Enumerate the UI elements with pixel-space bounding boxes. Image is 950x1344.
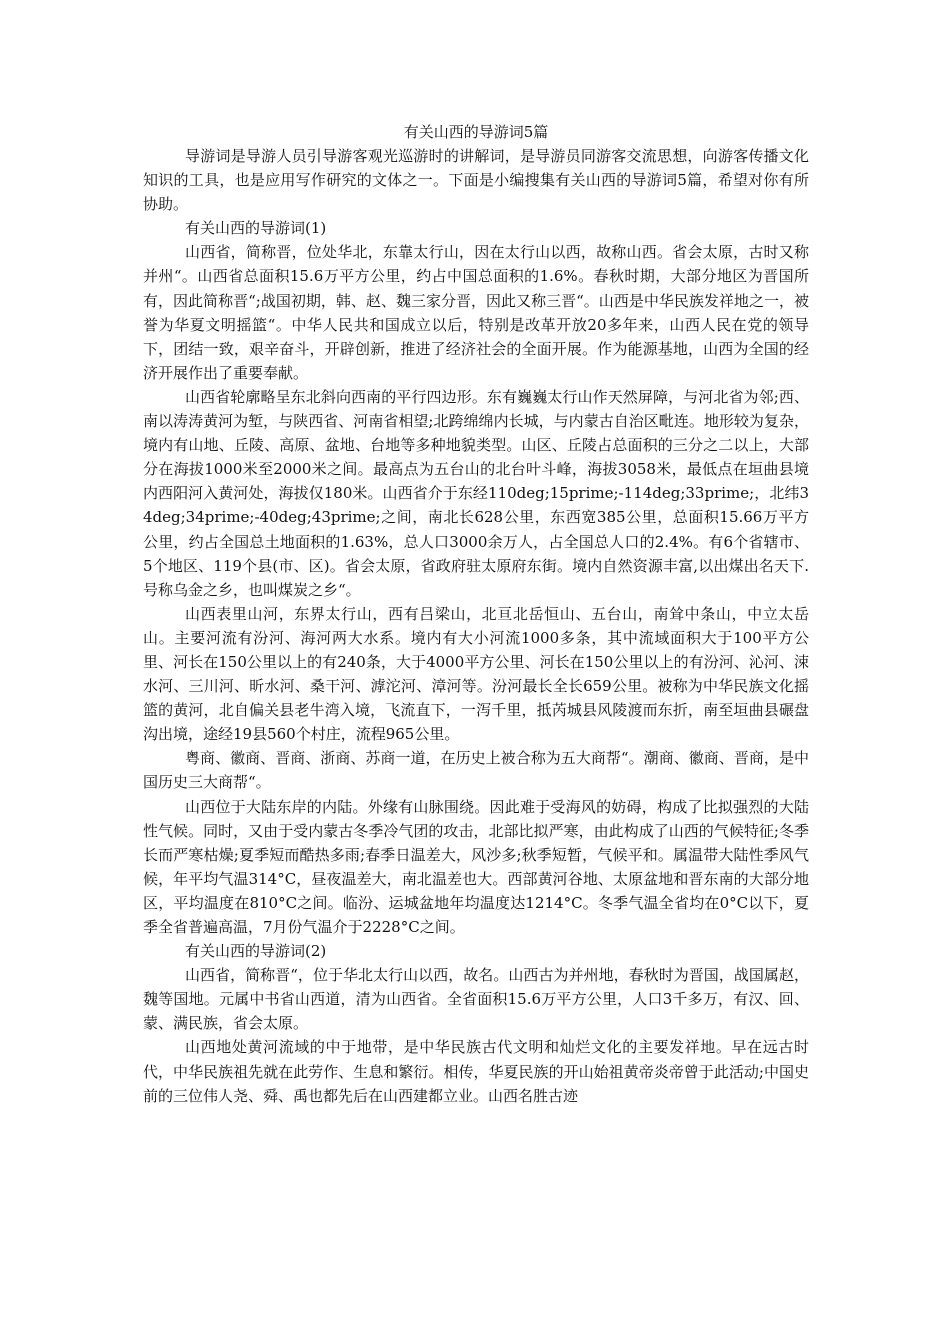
- document-title: 有关山西的导游词5篇: [403, 123, 549, 141]
- section-heading: 有关山西的导游词(2): [185, 942, 327, 961]
- paragraph: 粤商、徽商、晋商、浙商、苏商一道，在历史上被合称为五大商帮“。潮商、徽商、晋商，是中国历史三大商帮“。: [143, 749, 809, 792]
- paragraph: 导游词是导游人员引导游客观光巡游时的讲解词，是导游员同游客交流思想，向游客传播文化知识的工具，也是应用写作研究的文体之一。下面是小编搜集有关山西的导游词5篇，希望对你有所协助。: [143, 147, 809, 214]
- paragraph: 山西省，简称晋，位处华北，东靠太行山，因在太行山以西，故称山西。省会太原，古时又称并州“。山西省总面积15.6万平方公里，约占中国总面积的1.6%。春秋时期，大部分地区为晋国所有，因此简称晋“;战国初期，韩、赵、魏三家分晋，因此又称三晋“。山西是中华民族发祥地之一，被誉为华夏文明摇篮“。中华人民共和国成立以后，特别是改革开放20多年来，山西人民在党的领导下，团结一致，艰辛奋斗，开辟创新，推进了经济社会的全面开展。作为能源基地，山西为全国的经济开展作出了重要奉献。: [143, 243, 809, 382]
- document-page: [143, 120, 809, 1344]
- paragraph: 山西省轮廓略呈东北斜向西南的平行四边形。东有巍巍太行山作天然屏障，与河北省为邻;西、南以涛涛黄河为堑，与陕西省、河南省相望;北跨绵绵内长城，与内蒙古自治区毗连。地形较为复杂，境内有山地、丘陵、高原、盆地、台地等多种地貌类型。山区、丘陵占总面积的三分之二以上，大部分在海拔1000米至2000米之间。最高点为五台山的北台叶斗峰，海拔3058米，最低点在垣曲县境内西阳河入黄河处，海拔仅180米。山西省介于东经110deg;15prime;-114deg;33prime;，北纬34deg;34prime;-40deg;43prime;之间，南北长628公里，东西宽385公里，总面积15.66万平方公里，约占全国总土地面积的1.63%，总人口3000余万人，占全国总人口的2.4%。有6个省辖市、5个地区、119个县(市、区)。省会太原，省政府驻太原府东街。境内自然资源丰富,以出煤出名天下.号称乌金之乡，也叫煤炭之乡“。: [143, 387, 809, 599]
- section-heading: 有关山西的导游词(1): [185, 219, 327, 238]
- document-body: [143, 144, 809, 1108]
- paragraph: 山西地处黄河流域的中于地带，是中华民族古代文明和灿烂文化的主要发祥地。早在远古时代，中华民族祖先就在此劳作、生息和繁衍。相传，华夏民族的开山始祖黄帝炎帝曾于此活动;中国史前的三位伟人尧、舜、禹也都先后在山西建都立业。山西名胜古迹: [143, 1038, 809, 1105]
- paragraph: 山西表里山河，东界太行山，西有吕梁山，北亘北岳恒山、五台山，南耸中条山，中立太岳山。主要河流有汾河、海河两大水系。境内有大小河流1000多条，其中流域面积大于100平方公里、河长在150公里以上的有240条，大于4000平方公里、河长在150公里以上的有汾河、沁河、涑水河、三川河、昕水河、桑干河、滹沱河、漳河等。汾河最长全长659公里。被称为中华民族文化摇篮的黄河，北自偏关县老牛湾入境，飞流直下，一泻千里，抵芮城县风陵渡而东折，南至垣曲县碾盘沟出境，途经19县560个村庄，流程965公里。: [143, 604, 809, 744]
- paragraph: 山西省，简称晋“，位于华北太行山以西，故名。山西古为并州地，春秋时为晋国，战国属赵，魏等国地。元属中书省山西道，清为山西省。全省面积15.6万平方公里，人口3千多万，有汉、回、蒙、满民族，省会太原。: [143, 966, 809, 1033]
- paragraph: 山西位于大陆东岸的内陆。外缘有山脉围绕。因此难于受海风的妨碍，构成了比拟强烈的大陆性气候。同时，又由于受内蒙古冬季冷气团的攻击，北部比拟严寒，由此构成了山西的气候特征;冬季长而严寒枯燥;夏季短而酷热多雨;春季日温差大，风沙多;秋季短暂，气候平和。属温带大陆性季风气候，年平均气温314°C，昼夜温差大，南北温差也大。西部黄河谷地、太原盆地和晋东南的大部分地区，平均温度在810°C之间。临汾、运城盆地年均温度达1214°C。冬季气温全省均在0°C以下，夏季全省普遍高温，7月份气温介于2228°C之间。: [143, 797, 809, 936]
